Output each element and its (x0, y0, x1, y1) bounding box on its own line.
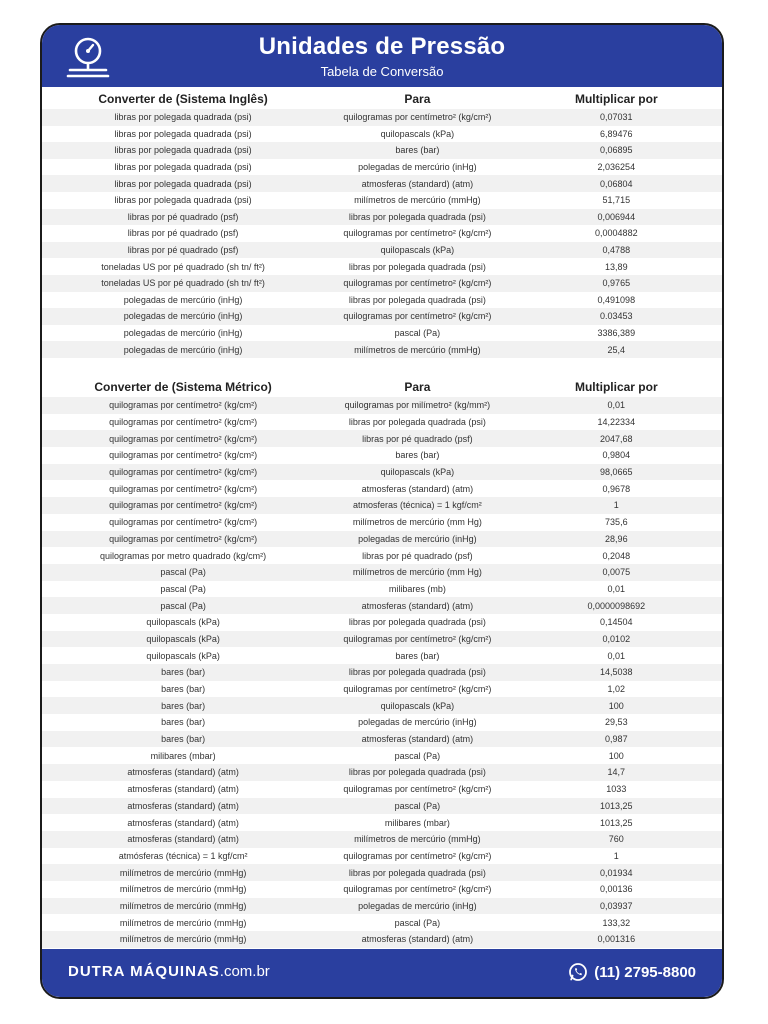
cell-to: atmosferas (técnica) = 1 kgf/cm² (353, 500, 482, 511)
cell-from: bares (bar) (161, 684, 206, 695)
cell-to: atmosferas (standard) (atm) (361, 483, 474, 494)
cell-factor: 0,4788 (602, 245, 631, 256)
table-row (42, 242, 722, 259)
cell-factor: 13,89 (605, 261, 628, 272)
table-row (42, 581, 722, 598)
cell-to: libras por polegada quadrada (psi) (348, 767, 486, 778)
cell-factor: 6,89476 (600, 128, 633, 139)
table-row (42, 814, 722, 831)
table-row (42, 109, 722, 126)
cell-to: bares (bar) (395, 450, 440, 461)
cell-from: quilogramas por centímetro² (kg/cm²) (109, 400, 258, 411)
conversion-card (40, 23, 724, 999)
cell-factor: 0,006944 (597, 211, 636, 222)
cell-factor: 0,01 (607, 583, 626, 594)
cell-from: pascal (Pa) (160, 583, 206, 594)
column-header-from: Converter de (Sistema Métrico) (94, 379, 272, 394)
cell-factor: 0,0075 (602, 567, 631, 578)
table-row (42, 647, 722, 664)
cell-from: libras por polegada quadrada (psi) (114, 112, 252, 123)
table-row (42, 564, 722, 581)
cell-factor: 1 (613, 850, 619, 861)
cell-factor: 100 (608, 750, 624, 761)
column-header-multiply: Multiplicar por (574, 91, 658, 106)
cell-to: quilogramas por centímetro² (kg/cm²) (343, 850, 492, 861)
cell-from: bares (bar) (161, 734, 206, 745)
cell-to: libras por polegada quadrada (psi) (348, 867, 486, 878)
metric-rows (42, 397, 722, 948)
cell-from: quilogramas por centímetro² (kg/cm²) (109, 517, 258, 528)
cell-from: pascal (Pa) (160, 567, 206, 578)
cell-to: milímetros de mercúrio (mm Hg) (352, 517, 482, 528)
column-header-to: Para (404, 379, 431, 394)
brand-domain: .com.br (219, 963, 270, 980)
cell-factor: 133,32 (602, 917, 631, 928)
header-bar (42, 25, 722, 87)
whatsapp-icon (568, 962, 588, 982)
cell-factor: 0,9678 (602, 483, 631, 494)
cell-to: atmosferas (standard) (atm) (361, 934, 474, 945)
cell-to: polegadas de mercúrio (inHg) (358, 900, 477, 911)
table-row (42, 225, 722, 242)
cell-to: quilogramas por centímetro² (kg/cm²) (343, 278, 492, 289)
table-row (42, 864, 722, 881)
table-row (42, 325, 722, 342)
cell-factor: 0,0000098692 (587, 600, 646, 611)
cell-factor: 0,2048 (602, 550, 631, 561)
table-row (42, 664, 722, 681)
cell-to: atmosferas (standard) (atm) (361, 600, 474, 611)
cell-factor: 0,0004882 (595, 228, 638, 239)
cell-from: toneladas US por pé quadrado (sh tn/ ft²) (101, 261, 265, 272)
table-row (42, 697, 722, 714)
cell-factor: 0.03453 (600, 311, 633, 322)
table-row (42, 192, 722, 209)
table-row (42, 480, 722, 497)
cell-from: pascal (Pa) (160, 600, 206, 611)
table-row (42, 447, 722, 464)
cell-from: atmosferas (standard) (atm) (127, 834, 239, 845)
cell-from: toneladas US por pé quadrado (sh tn/ ft²) (101, 278, 265, 289)
cell-from: bares (bar) (161, 717, 206, 728)
cell-factor: 2,036254 (597, 162, 636, 173)
phone-contact[interactable] (568, 962, 696, 982)
cell-from: quilogramas por centímetro² (kg/cm²) (109, 450, 258, 461)
cell-to: polegadas de mercúrio (inHg) (358, 717, 477, 728)
cell-from: libras por pé quadrado (psf) (127, 245, 239, 256)
cell-from: polegadas de mercúrio (inHg) (123, 328, 243, 339)
cell-factor: 14,5038 (600, 667, 633, 678)
table-row (42, 881, 722, 898)
cell-to: libras por polegada quadrada (psi) (348, 211, 486, 222)
cell-factor: 0,001316 (597, 934, 636, 945)
cell-to: atmosferas (standard) (atm) (361, 178, 474, 189)
table-row (42, 126, 722, 143)
table-row (42, 397, 722, 414)
cell-from: libras por polegada quadrada (psi) (114, 195, 252, 206)
table-row (42, 514, 722, 531)
table-row (42, 464, 722, 481)
cell-to: milibares (mbar) (384, 817, 450, 828)
cell-to: bares (bar) (395, 650, 440, 661)
table-row (42, 430, 722, 447)
cell-to: milímetros de mercúrio (mmHg) (354, 344, 481, 355)
cell-from: polegadas de mercúrio (inHg) (123, 294, 243, 305)
cell-from: polegadas de mercúrio (inHg) (123, 311, 243, 322)
cell-from: milímetros de mercúrio (mmHg) (119, 884, 247, 895)
cell-factor: 0,01 (607, 400, 626, 411)
cell-to: quilopascals (kPa) (380, 245, 455, 256)
table-row (42, 175, 722, 192)
cell-to: libras por polegada quadrada (psi) (348, 417, 486, 428)
table-row (42, 731, 722, 748)
table-row (42, 531, 722, 548)
cell-from: milímetros de mercúrio (mmHg) (119, 917, 247, 928)
table-row (42, 547, 722, 564)
cell-to: pascal (Pa) (394, 750, 441, 761)
cell-from: polegadas de mercúrio (inHg) (123, 344, 243, 355)
cell-to: polegadas de mercúrio (inHg) (358, 162, 477, 173)
cell-factor: 0,987 (605, 734, 628, 745)
cell-from: libras por polegada quadrada (psi) (114, 145, 252, 156)
cell-factor: 98,0665 (600, 467, 633, 478)
cell-factor: 28,96 (605, 533, 628, 544)
cell-to: pascal (Pa) (394, 328, 441, 339)
table-header-row (42, 88, 722, 109)
cell-from: milímetros de mercúrio (mmHg) (119, 867, 247, 878)
cell-from: bares (bar) (161, 667, 206, 678)
table-row (42, 781, 722, 798)
cell-factor: 0,01 (607, 650, 626, 661)
cell-factor: 0,14504 (600, 617, 633, 628)
cell-factor: 1,02 (607, 684, 626, 695)
cell-from: quilogramas por centímetro² (kg/cm²) (109, 433, 258, 444)
cell-factor: 1013,25 (600, 817, 633, 828)
cell-from: milibares (mbar) (150, 750, 216, 761)
page-title: Unidades de Pressão (258, 33, 506, 60)
table-row (42, 714, 722, 731)
cell-to: pascal (Pa) (394, 800, 441, 811)
table-row (42, 209, 722, 226)
cell-from: libras por polegada quadrada (psi) (114, 162, 252, 173)
cell-factor: 1 (613, 500, 619, 511)
cell-from: libras por polegada quadrada (psi) (114, 178, 252, 189)
cell-factor: 2047,68 (600, 433, 633, 444)
cell-from: quilogramas por metro quadrado (kg/cm²) (100, 550, 267, 561)
cell-to: milímetros de mercúrio (mm Hg) (352, 567, 482, 578)
cell-from: libras por polegada quadrada (psi) (114, 128, 252, 139)
cell-factor: 735,6 (605, 517, 628, 528)
cell-from: quilopascals (kPa) (146, 617, 220, 628)
cell-to: quilogramas por centímetro² (kg/cm²) (343, 112, 492, 123)
column-header-multiply: Multiplicar por (574, 379, 658, 394)
cell-factor: 29,53 (605, 717, 628, 728)
cell-to: polegadas de mercúrio (inHg) (358, 533, 477, 544)
table-row (42, 597, 722, 614)
cell-to: milímetros de mercúrio (mmHg) (354, 834, 481, 845)
cell-factor: 0,9804 (602, 450, 631, 461)
cell-to: quilogramas por centímetro² (kg/cm²) (343, 311, 492, 322)
cell-from: milímetros de mercúrio (mmHg) (119, 934, 247, 945)
table-row (42, 497, 722, 514)
cell-factor: 0,491098 (597, 294, 636, 305)
cell-factor: 1013,25 (600, 800, 633, 811)
cell-factor: 1033 (606, 784, 627, 795)
cell-from: quilogramas por centímetro² (kg/cm²) (109, 483, 258, 494)
table-row (42, 159, 722, 176)
cell-to: quilogramas por centímetro² (kg/cm²) (343, 633, 492, 644)
cell-factor: 51,715 (602, 195, 631, 206)
table-row (42, 414, 722, 431)
table-row (42, 764, 722, 781)
cell-from: quilogramas por centímetro² (kg/cm²) (109, 533, 258, 544)
table-row (42, 914, 722, 931)
metric-conversion-table (42, 376, 722, 948)
english-conversion-table (42, 88, 722, 375)
cell-to: quilopascals (kPa) (380, 128, 455, 139)
cell-factor: 14,22334 (597, 417, 636, 428)
table-row (42, 898, 722, 915)
table-row (42, 848, 722, 865)
brand-logo[interactable] (68, 963, 270, 980)
cell-from: atmosferas (standard) (atm) (127, 784, 239, 795)
cell-to: quilogramas por centímetro² (kg/cm²) (343, 684, 492, 695)
cell-from: bares (bar) (161, 700, 206, 711)
phone-number: (11) 2795-8800 (594, 963, 696, 981)
cell-to: bares (bar) (395, 145, 440, 156)
cell-factor: 0,06895 (600, 145, 633, 156)
cell-to: quilogramas por centímetro² (kg/cm²) (343, 228, 492, 239)
cell-from: atmósferas (técnica) = 1 kgf/cm² (118, 850, 248, 861)
table-row (42, 258, 722, 275)
table-row (42, 292, 722, 309)
cell-to: quilogramas por milímetro² (kg/mm²) (344, 400, 491, 411)
table-header-row (42, 376, 722, 397)
cell-factor: 25,4 (607, 344, 626, 355)
cell-from: quilogramas por centímetro² (kg/cm²) (109, 417, 258, 428)
table-row (42, 614, 722, 631)
cell-factor: 100 (608, 700, 624, 711)
cell-from: quilopascals (kPa) (146, 650, 220, 661)
cell-from: milímetros de mercúrio (mmHg) (119, 900, 247, 911)
cell-to: libras por polegada quadrada (psi) (348, 617, 486, 628)
table-row (42, 631, 722, 648)
cell-factor: 3386,389 (597, 328, 636, 339)
cell-to: milibares (mb) (388, 583, 446, 594)
table-row (42, 798, 722, 815)
footer-bar (42, 949, 722, 997)
cell-from: quilogramas por centímetro² (kg/cm²) (109, 467, 258, 478)
cell-factor: 0,9765 (602, 278, 631, 289)
cell-to: pascal (Pa) (394, 917, 441, 928)
table-row (42, 747, 722, 764)
cell-from: libras por pé quadrado (psf) (127, 211, 239, 222)
english-rows (42, 109, 722, 375)
cell-to: libras por polegada quadrada (psi) (348, 294, 486, 305)
cell-to: atmosferas (standard) (atm) (361, 734, 474, 745)
table-row (42, 681, 722, 698)
cell-to: libras por pé quadrado (psf) (362, 433, 473, 444)
table-row (42, 831, 722, 848)
cell-factor: 760 (608, 834, 624, 845)
column-header-from: Converter de (Sistema Inglês) (98, 91, 268, 106)
cell-to: quilopascals (kPa) (380, 467, 455, 478)
cell-from: atmosferas (standard) (atm) (127, 767, 239, 778)
cell-from: quilogramas por centímetro² (kg/cm²) (109, 500, 258, 511)
table-row (42, 341, 722, 358)
cell-to: quilopascals (kPa) (380, 700, 455, 711)
cell-to: milímetros de mercúrio (mmHg) (354, 195, 481, 206)
cell-factor: 14,7 (607, 767, 626, 778)
column-header-to: Para (404, 91, 431, 106)
cell-to: libras por polegada quadrada (psi) (348, 261, 486, 272)
cell-to: libras por pé quadrado (psf) (362, 550, 473, 561)
table-row (42, 308, 722, 325)
cell-from: atmosferas (standard) (atm) (127, 800, 239, 811)
cell-from: libras por pé quadrado (psf) (127, 228, 239, 239)
page-subtitle: Tabela de Conversão (320, 64, 444, 79)
cell-factor: 0,0102 (602, 633, 631, 644)
brand-name: DUTRA MÁQUINAS (68, 963, 220, 980)
cell-factor: 0,07031 (600, 112, 633, 123)
cell-to: libras por polegada quadrada (psi) (348, 667, 486, 678)
cell-factor: 0,00136 (600, 884, 633, 895)
table-row (42, 142, 722, 159)
cell-to: quilogramas por centímetro² (kg/cm²) (343, 784, 492, 795)
table-row-empty (42, 358, 722, 375)
cell-factor: 0,06804 (600, 178, 633, 189)
cell-factor: 0,03937 (600, 900, 633, 911)
cell-to: quilogramas por centímetro² (kg/cm²) (343, 884, 492, 895)
table-row (42, 275, 722, 292)
cell-factor: 0,01934 (600, 867, 633, 878)
cell-from: atmosferas (standard) (atm) (127, 817, 239, 828)
cell-from: quilopascals (kPa) (146, 633, 220, 644)
table-row (42, 931, 722, 948)
